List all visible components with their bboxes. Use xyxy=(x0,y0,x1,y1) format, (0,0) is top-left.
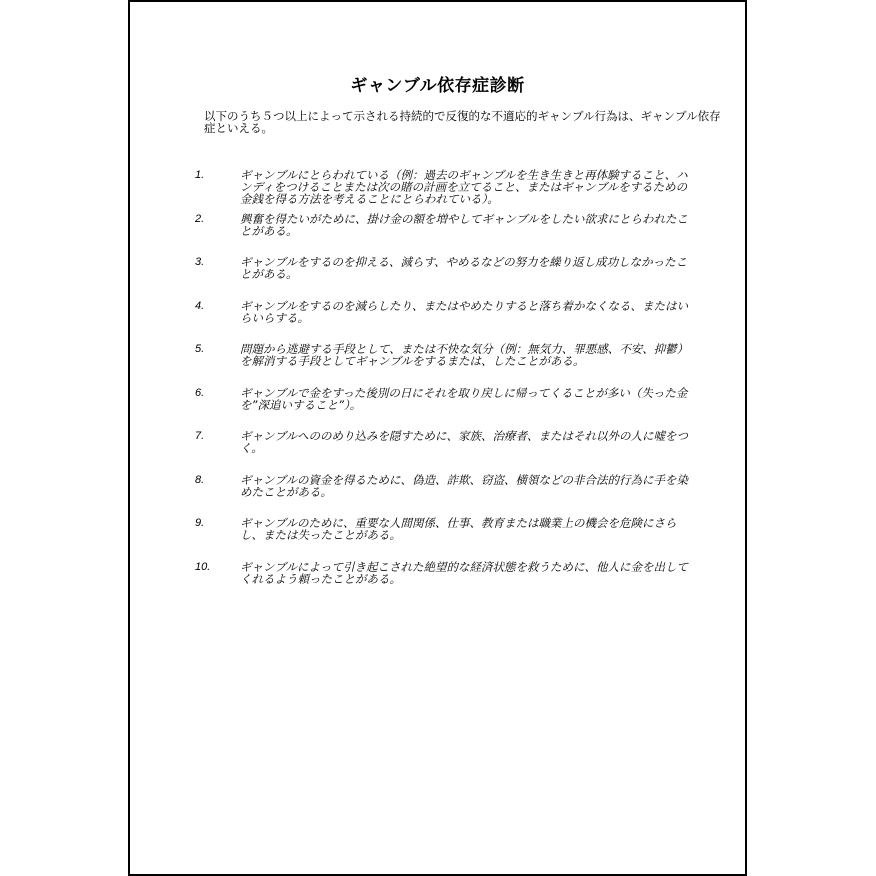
criterion-number: 8. xyxy=(195,473,205,486)
criterion-number: 10. xyxy=(195,560,211,573)
criterion-item xyxy=(195,343,695,387)
criterion-number: 3. xyxy=(195,256,205,268)
page-title: ギャンブル依存症診断 xyxy=(350,76,525,96)
criterion-item xyxy=(195,517,695,561)
criterion-item xyxy=(195,256,695,300)
criterion-item xyxy=(195,387,695,431)
criterion-item xyxy=(195,474,695,518)
criterion-text: ギャンブルによって引き起こされた絶望的な経済状態を救うために、他人に金を出してくれるよう頼ったことがある。 xyxy=(240,559,689,586)
criterion-number: 5. xyxy=(195,343,205,355)
criteria-list xyxy=(195,169,695,604)
criterion-number: 4. xyxy=(195,299,205,312)
document-page xyxy=(128,0,747,876)
criterion-item xyxy=(195,300,695,344)
criterion-item xyxy=(195,430,695,474)
criterion-text: ギャンブルへののめり込みを隠すために、家族、治療者、またはそれ以外の人に嘘をつく。 xyxy=(240,429,689,455)
criterion-number: 9. xyxy=(195,517,205,529)
criterion-item xyxy=(195,213,695,257)
criterion-item xyxy=(195,561,695,605)
criterion-text: ギャンブルにとらわれている（例：過去のギャンブルを生き生きと再体験すること、ハンディをつけることまたは次の賭の計画を立てること、またはギャンブルをするための金銭を得る方法を考えることにとらわれている）。 xyxy=(240,168,688,206)
criterion-number: 7. xyxy=(195,430,205,442)
criterion-text: 問題から逃避する手段として、または不快な気分（例：無気力、罪悪感、不安、抑鬱）を解消する手段としてギャンブルをするまたは、したことがある。 xyxy=(240,342,689,368)
criterion-number: 1. xyxy=(195,169,205,181)
criterion-text: ギャンブルで金をすった後別の日にそれを取り戻しに帰ってくることが多い（失った金を”深追いすること”）。 xyxy=(240,385,688,412)
criterion-number: 6. xyxy=(195,386,205,399)
criterion-item xyxy=(195,169,695,213)
intro-paragraph: 以下のうち５つ以上によって示される持続的で反復的な不適応的ギャンブル行為は、ギャンブル依存症といえる。 xyxy=(204,109,721,135)
criterion-text: ギャンブルのために、重要な人間関係、仕事、教育または職業上の機会を危険にさらし、または失ったことがある。 xyxy=(240,516,677,542)
criterion-text: 興奮を得たいがために、掛け金の額を増やしてギャンブルをしたい欲求にとらわれたことがある。 xyxy=(240,211,689,238)
criterion-text: ギャンブルの資金を得るために、偽造、詐欺、窃盗、横領などの非合法的行為に手を染めたことがある。 xyxy=(240,472,689,499)
criterion-text: ギャンブルをするのを抑える、減らす、やめるなどの努力を繰り返し成功しなかったことがある。 xyxy=(240,255,688,281)
criterion-text: ギャンブルをするのを減らしたり、またはやめたりすると落ち着かなくなる、またはいらいらする。 xyxy=(240,298,689,325)
criterion-number: 2. xyxy=(195,212,205,225)
